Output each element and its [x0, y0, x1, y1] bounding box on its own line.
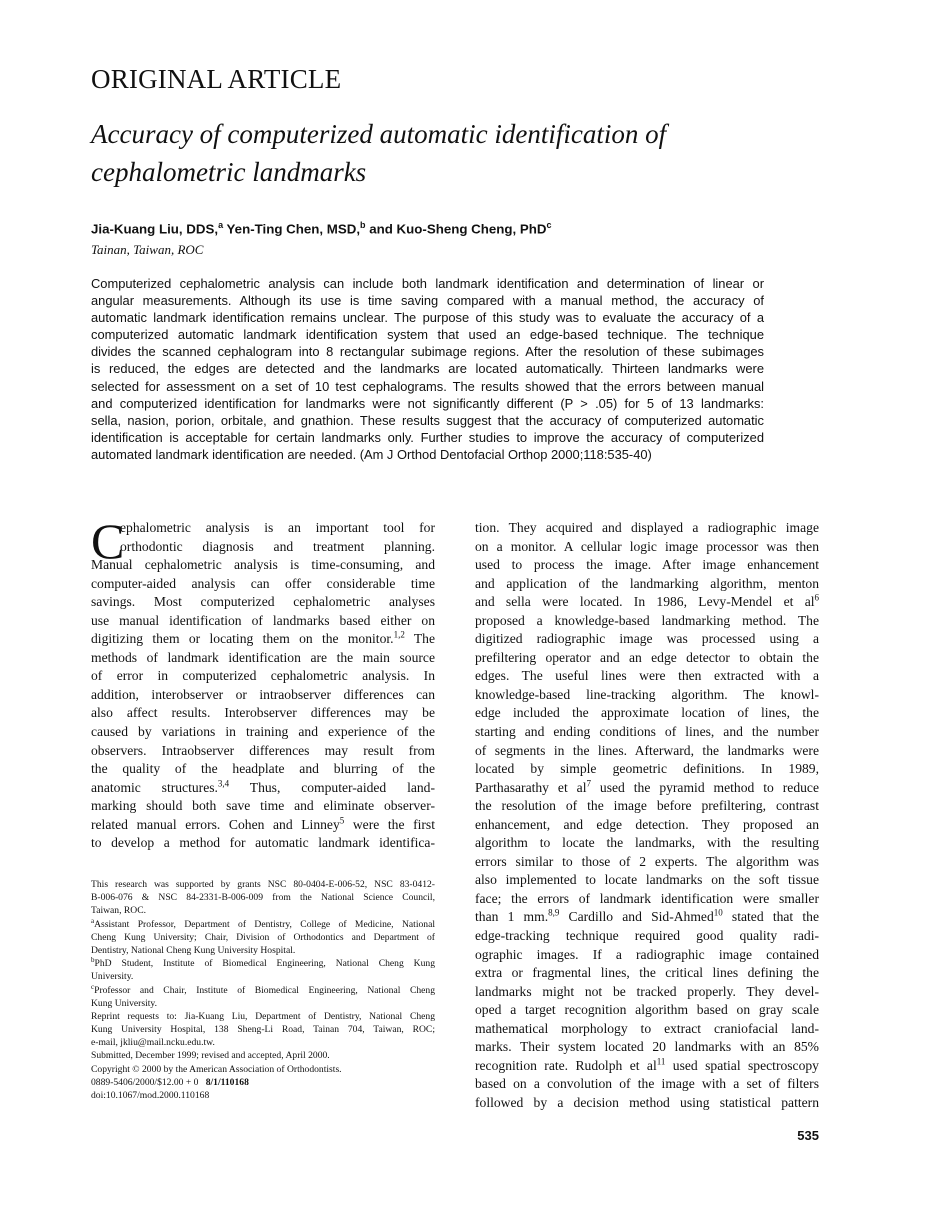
text-run: Thus, computer-aided land- — [229, 779, 436, 795]
text-run: 0889-5406/2000/$12.00 + 0 — [91, 1076, 199, 1088]
body-line: edge included the approximate location of lines, the — [475, 705, 819, 721]
footnote-line: Kung University Hospital, 138 Sheng-Li Road, Tainan 704, Taiwan, ROC; — [91, 1024, 435, 1036]
affiliation-mark: a — [218, 220, 224, 230]
body-line: marks. Their system located 20 landmarks with an 85% — [475, 1039, 819, 1055]
page-number: 535 — [797, 1128, 819, 1143]
citation-mark: 10 — [713, 907, 723, 918]
body-line: oped a target recognition algorithm based on gray scale — [475, 1002, 819, 1018]
citation-mark: 8,9 — [548, 907, 560, 918]
body-line: mathematical morphology to extract craniofacial land- — [475, 1020, 819, 1036]
text-run: and sella were located. In 1986, Levy-Mendel et al — [475, 594, 815, 610]
footnote-line — [91, 918, 435, 931]
text-run: used the pyramid method to reduce — [590, 779, 819, 795]
body-line: computer-aided analysis can offer considerable time — [91, 575, 435, 591]
title-line: Accuracy of computerized automatic identification of — [91, 119, 667, 149]
body-line — [91, 630, 435, 649]
body-line: knowledge-based line-tracking algorithm. The knowl- — [475, 686, 819, 702]
body-line: errors similar to those of 2 experts. The algorithm was — [475, 853, 819, 869]
text-run: Assistant Professor, Department of Dentistry, College of Medicine, National — [94, 918, 435, 930]
body-line: followed by a decision method using statistical pattern — [475, 1094, 819, 1110]
body-line: addition, interobserver or intraobserver differences can — [91, 686, 435, 702]
footnote-line — [91, 984, 435, 997]
text-run: digitizing them or locating them on the monitor. — [91, 631, 394, 647]
text-run: Professor and Chair, Institute of Biomedical Engineering, National Cheng — [94, 984, 435, 996]
body-line: on a monitor. A cellular logic image processor was then — [475, 538, 819, 554]
abstract — [91, 275, 764, 463]
footnote-line: University. — [91, 971, 134, 983]
footnote-line: Kung University. — [91, 997, 157, 1009]
affiliation-mark: a — [91, 916, 95, 925]
citation-mark: 3,4 — [217, 778, 230, 789]
body-line: also implemented to locate landmarks on the soft tissue — [475, 872, 819, 888]
text-run: used spatial spectroscopy — [665, 1057, 819, 1073]
footnote-line — [91, 957, 435, 970]
body-line: savings. Most computerized cephalometric analyses — [91, 594, 435, 610]
text-run: stated that the — [722, 909, 819, 925]
footnote-line: Reprint requests to: Jia-Kuang Liu, Department of Dentistry, National Cheng — [91, 1010, 435, 1022]
body-line: of error in computerized cephalometric analysis. In — [91, 668, 435, 684]
body-line: methods of landmark identification are the main source — [91, 649, 435, 665]
abstract-line: automated landmark identification are needed. (Am J Orthod Dentofacial Orthop 2000;118:535-40) — [91, 446, 652, 462]
footnote-line: B-006-076 & NSC 84-2331-B-006-009 from the National Science Council, — [91, 892, 435, 904]
abstract-line: identification is acceptable for certain landmarks only. Further studies to improve the accuracy of computerized — [91, 429, 764, 445]
text-run: were the first — [344, 816, 435, 832]
affiliation-mark: c — [91, 982, 95, 991]
text-run: recognition rate. Rudolph et al — [475, 1057, 657, 1073]
title-line: cephalometric landmarks — [91, 157, 367, 187]
author-name: Jia-Kuang Liu, DDS, — [91, 221, 219, 237]
abstract-line: and computerized identification for landmarks were not significantly different (P > .05) for 5 of 13 landmarks: — [91, 395, 764, 411]
footnotes — [91, 878, 435, 1102]
author-list — [91, 220, 552, 236]
abstract-line: computerized automatic landmark identification system that used an edge-based technique. The technique — [91, 327, 764, 343]
author-name: Yen-Ting Chen, MSD, — [223, 221, 361, 237]
drop-cap: C — [91, 513, 125, 569]
body-line — [475, 1057, 819, 1076]
text-run: PhD Student, Institute of Biomedical Engineering, National Cheng Kung — [94, 958, 435, 970]
body-line — [91, 779, 435, 798]
body-column-right — [475, 519, 819, 1113]
body-line — [475, 908, 819, 927]
footnote-line: This research was supported by grants NSC 80-0404-E-006-52, NSC 83-0412- — [91, 879, 435, 890]
body-line: starting and ending conditions of lines, and the number — [475, 724, 819, 740]
body-line: to develop a method for automatic landmark identifica- — [91, 835, 435, 851]
abstract-line: angular measurements. Although its use is time saving compared with a manual method, the accuracy of — [91, 293, 764, 309]
body-line: of segments in the lines. Afterward, the landmarks were — [475, 742, 819, 758]
footnote-line — [91, 1076, 435, 1089]
body-line: use manual identification of landmarks based either on — [91, 612, 435, 628]
body-line — [475, 779, 819, 798]
affiliation-mark: b — [360, 220, 366, 230]
text-run: related manual errors. Cohen and Linney — [91, 816, 340, 832]
citation-mark: 11 — [656, 1056, 666, 1067]
footnote-line: Copyright © 2000 by the American Association of Orthodontists. — [91, 1063, 342, 1075]
citation-mark: 5 — [339, 815, 345, 826]
body-line: digitized radiographic image was processed using a — [475, 631, 819, 647]
body-line: proposed a knowledge-based landmarking method. The — [475, 612, 819, 628]
body-line: algorithm to locate the landmarks, with the resulting — [475, 835, 819, 851]
body-line: observers. Intraobserver differences may result from — [91, 742, 435, 758]
body-line: and application of the landmarking algorithm, menton — [475, 575, 819, 591]
body-line: caused by variations in training and experience of the — [91, 724, 435, 740]
body-line: also affect results. Interobserver differences may be — [91, 705, 435, 721]
author-location: Tainan, Taiwan, ROC — [91, 242, 204, 257]
text-run: The — [404, 631, 435, 647]
text-run: than 1 mm. — [475, 909, 549, 925]
article-title — [91, 115, 851, 191]
body-line: used to process the image. After image enhancement — [475, 557, 819, 573]
text-run: Parthasarathy et al — [475, 779, 587, 795]
body-column-left — [91, 513, 436, 853]
abstract-line: Computerized cephalometric analysis can include both landmark identification and determination of linear or — [91, 276, 764, 291]
body-line: the resolution of the image before prefiltering, contrast — [475, 798, 819, 814]
body-line: face; the errors of landmark identification were smaller — [475, 890, 819, 906]
footnote-line: Taiwan, ROC. — [91, 905, 147, 917]
abstract-line: is reduced, the edges are detected and the landmarks are located automatically. Thirteen landmarks were — [91, 361, 764, 377]
affiliation-mark: b — [91, 955, 95, 964]
body-line: ographic images. If a radiographic image contained — [475, 946, 819, 962]
footnote-line: e-mail, jkliu@mail.ncku.edu.tw. — [91, 1037, 215, 1049]
abstract-line: divides the scanned cephalogram into 8 rectangular subimage regions. After the resolution of these subimages — [91, 344, 764, 360]
body-line: prefiltering operator and an edge detector to obtain the — [475, 649, 819, 665]
author-name: and Kuo-Sheng Cheng, PhD — [365, 221, 547, 237]
text-run: Cardillo and Sid-Ahmed — [559, 909, 714, 925]
abstract-line: selected for assessment on a set of 10 test cephalograms. The results showed that the errors between manual — [91, 378, 764, 394]
text-run: anatomic structures. — [91, 779, 218, 795]
footnote-line: Dentistry, National Cheng Kung University Hospital. — [91, 944, 296, 956]
footnote-line: Submitted, December 1999; revised and accepted, April 2000. — [91, 1050, 330, 1062]
body-line: enhancement, and edge detection. They proposed an — [475, 816, 819, 832]
body-line: tion. They acquired and displayed a radiographic image — [475, 520, 819, 535]
body-line: extra or fragmental lines, the critical lines defining the — [475, 965, 819, 981]
body-line: ephalometric analysis is an important tool for — [120, 520, 435, 535]
body-line: landmarks might not be tracked properly. They devel- — [475, 983, 819, 999]
article-code: 8/1/110168 — [205, 1076, 249, 1088]
body-line: located by simple geometric definitions. In 1989, — [475, 761, 819, 777]
body-line — [475, 593, 819, 612]
body-line: the quality of the headplate and blurring of the — [91, 761, 435, 777]
body-line: orthodontic diagnosis and treatment planning. — [120, 538, 435, 554]
citation-mark: 6 — [814, 592, 819, 603]
body-line: edges. The useful lines were then extracted with a — [475, 668, 819, 684]
body-line: edge-tracking technique required good quality radi- — [475, 928, 819, 944]
abstract-line: automatic landmark identification remains unclear. The purpose of this study was to evaluate the accuracy of a — [91, 310, 764, 326]
footnote-line: doi:10.1067/mod.2000.110168 — [91, 1090, 210, 1101]
footnote-line: Cheng Kung University; Chair, Division of Orthodontics and Department of — [91, 931, 435, 943]
body-line: marking should both save time and eliminate observer- — [91, 798, 435, 814]
abstract-line: sella, nasion, porion, orbitale, and gnathion. These results suggest that the accuracy of computerized automatic — [91, 412, 764, 428]
section-label: ORIGINAL ARTICLE — [91, 64, 342, 94]
affiliation-mark: c — [546, 220, 552, 230]
citation-mark: 1,2 — [393, 629, 405, 640]
body-line — [91, 816, 435, 835]
body-line: based on a convolution of the image with a set of filters — [475, 1076, 819, 1092]
citation-mark: 7 — [586, 778, 591, 789]
body-line: Manual cephalometric analysis is time-consuming, and — [91, 557, 435, 573]
